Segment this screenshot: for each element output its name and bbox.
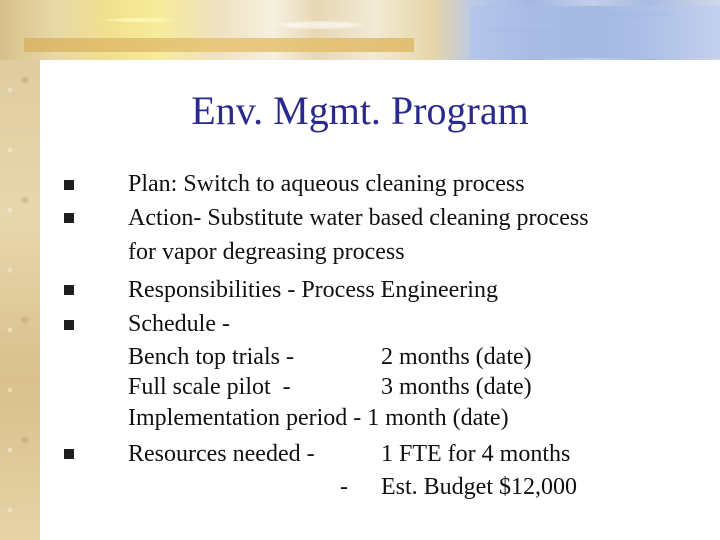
- budget-value: Est. Budget $12,000: [381, 474, 577, 500]
- square-bullet-icon: [64, 285, 74, 295]
- bench-trials-value: 2 months (date): [381, 344, 532, 370]
- square-bullet-icon: [64, 320, 74, 330]
- action-line: Action- Substitute water based cleaning process: [128, 205, 589, 231]
- implementation-line: Implementation period - 1 month (date): [128, 405, 509, 431]
- pilot-value: 3 months (date): [381, 374, 532, 400]
- square-bullet-icon: [64, 449, 74, 459]
- resources-value: 1 FTE for 4 months: [381, 441, 571, 467]
- action-line-continued: for vapor degreasing process: [128, 239, 405, 265]
- budget-dash: -: [340, 474, 348, 500]
- bench-trials-label: Bench top trials -: [128, 344, 294, 370]
- square-bullet-icon: [64, 213, 74, 223]
- pilot-label: Full scale pilot -: [128, 374, 291, 400]
- resources-label: Resources needed -: [128, 441, 315, 467]
- plan-line: Plan: Switch to aqueous cleaning process: [128, 171, 525, 197]
- responsibilities-line: Responsibilities - Process Engineering: [128, 277, 498, 303]
- square-bullet-icon: [64, 180, 74, 190]
- slide-title: Env. Mgmt. Program: [191, 88, 529, 133]
- schedule-line: Schedule -: [128, 311, 230, 337]
